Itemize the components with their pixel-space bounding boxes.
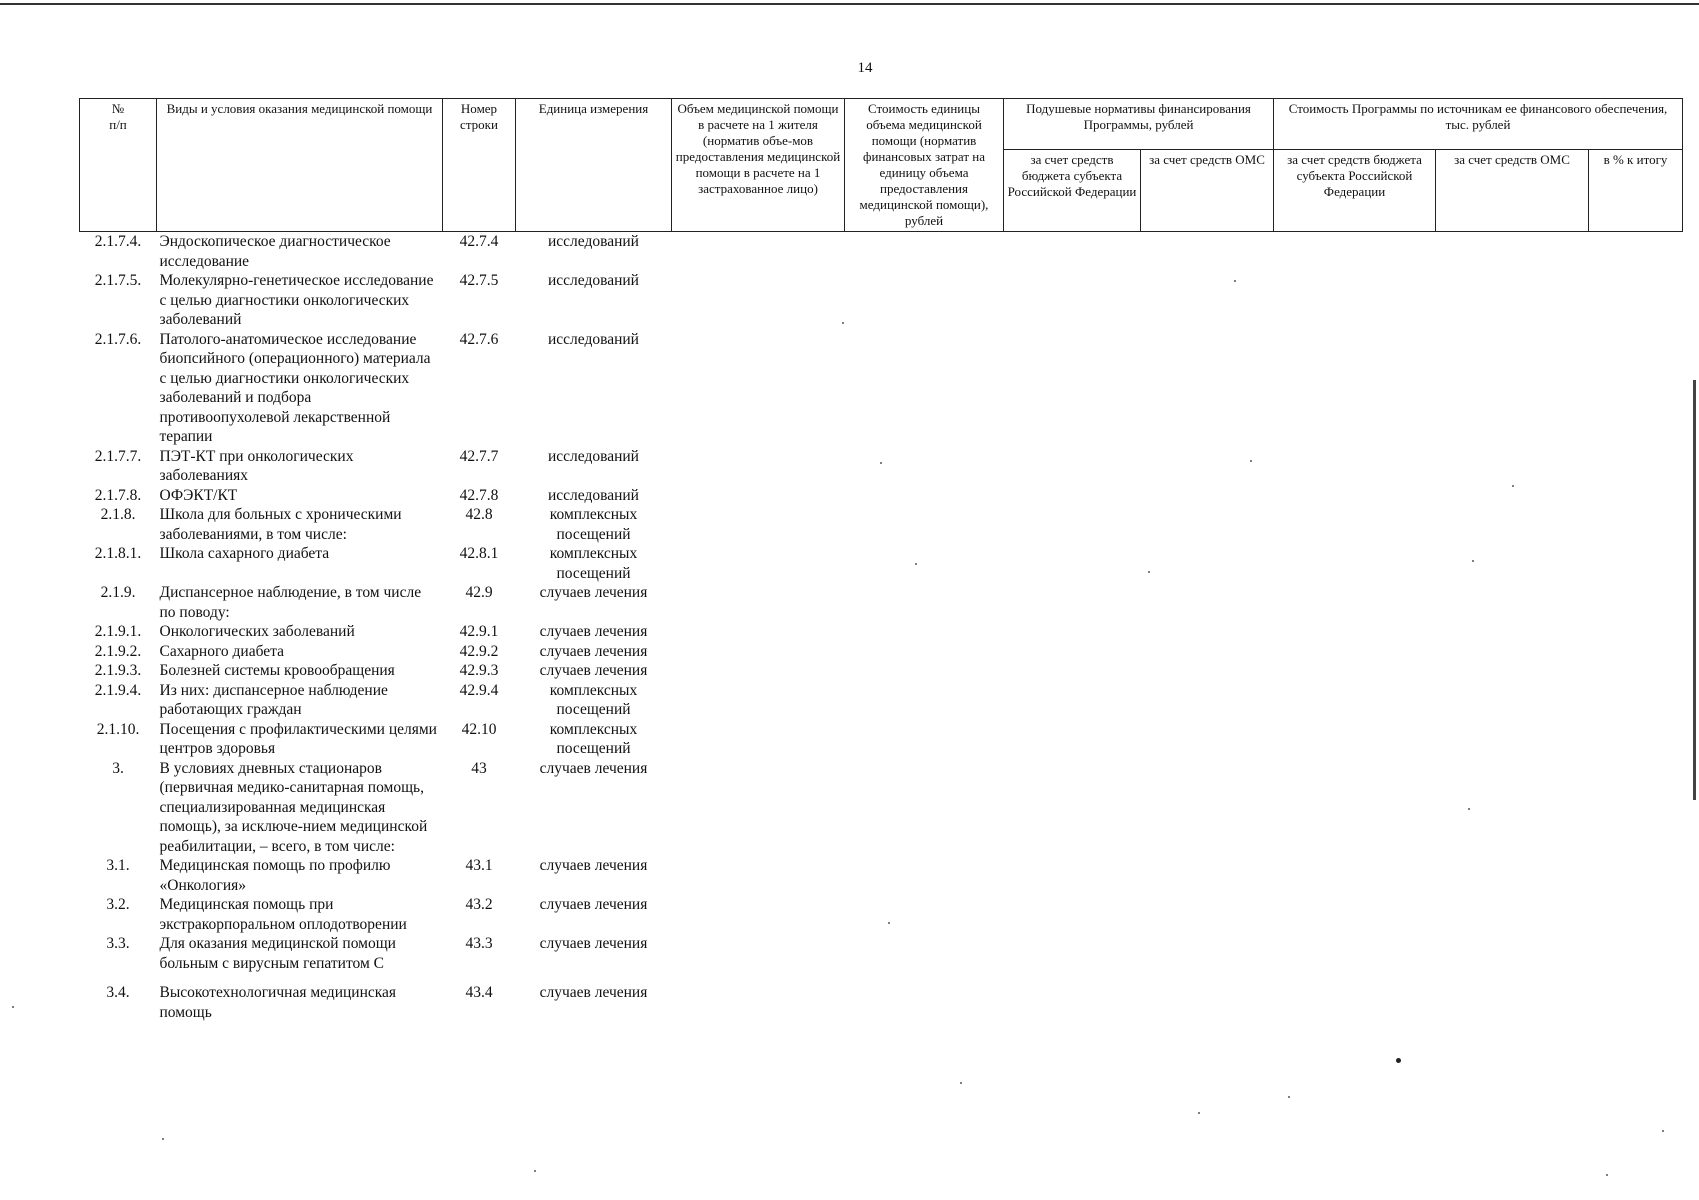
row-name: Медицинская помощь по профилю «Онкология» — [159, 857, 391, 894]
row-num: 2.1.9.3. — [94, 662, 142, 679]
table-row — [80, 895, 1683, 934]
row-num: 2.1.9. — [100, 584, 136, 601]
table-body — [80, 232, 1683, 1023]
table-row — [80, 681, 1683, 720]
row-name: Патолого-анатомическое исследование биопсийного (операционного) материала с целью диагностики онкологических заболеваний и подбора противоопухолевой лекарственной терапии — [159, 330, 431, 445]
financing-table — [79, 98, 1683, 1022]
row-unit: случаев лечения — [539, 642, 648, 660]
row-unit: исследований — [548, 233, 639, 250]
row-num: 3. — [112, 759, 124, 777]
row-unit: исследований — [548, 330, 639, 348]
row-unit: исследований — [548, 447, 639, 465]
row-num: 2.1.7.4. — [94, 233, 142, 250]
scan-speck — [842, 322, 844, 324]
scan-speck — [960, 1082, 962, 1084]
scan-speck — [1250, 460, 1252, 462]
scan-speck — [1468, 808, 1470, 810]
row-num: 2.1.8. — [100, 506, 136, 523]
row-name: Диспансерное наблюдение, в том числе по поводу: — [159, 584, 422, 621]
scan-speck — [1148, 571, 1150, 573]
row-unit: исследований — [548, 486, 639, 504]
scan-speck — [534, 1170, 536, 1172]
page-number: 14 — [857, 60, 873, 76]
table-row — [80, 232, 1683, 272]
row-line: 42.9.3 — [459, 662, 499, 679]
header-line: Номер строки — [443, 99, 516, 232]
row-line: 43.3 — [465, 935, 493, 952]
scan-border-top — [0, 3, 1699, 5]
row-num: 3.1. — [106, 857, 130, 874]
row-unit: случаев лечения — [539, 896, 648, 913]
row-name: ПЭТ-КТ при онкологических заболеваниях — [159, 447, 354, 484]
row-num: 2.1.9.4. — [94, 681, 142, 699]
row-name: Эндоскопическое диагностическое исследование — [159, 233, 391, 270]
scan-border-right — [1693, 380, 1696, 800]
header-unit: Единица измерения — [516, 99, 672, 232]
row-name: Молекулярно-генетическое исследование с целью диагностики онкологических заболеваний — [159, 272, 434, 328]
row-num: 2.1.8.1. — [94, 545, 142, 562]
row-num: 2.1.10. — [96, 720, 140, 738]
scan-speck — [1662, 1130, 1664, 1132]
row-name: Онкологических заболеваний — [159, 623, 355, 640]
row-line: 42.7.5 — [459, 272, 499, 289]
row-num: 2.1.7.7. — [94, 447, 142, 465]
header-group-norms: Подушевые нормативы финансирования Программы, рублей — [1004, 99, 1274, 150]
scan-speck — [1472, 560, 1474, 562]
row-line: 42.8 — [465, 506, 493, 523]
row-line: 43.2 — [465, 896, 493, 913]
row-line: 42.9.2 — [459, 642, 499, 660]
header-volume: Объем медицинской помощи в расчете на 1 жителя (норматив объе-мов предоставления медицинской помощи в расчете на 1 застрахованное лицо) — [672, 99, 845, 232]
row-num: 2.1.7.6. — [94, 330, 142, 348]
table-row — [80, 759, 1683, 857]
row-name: Школа для больных с хроническими заболеваниями, в том числе: — [159, 506, 402, 543]
row-unit: случаев лечения — [539, 623, 648, 640]
scan-speck — [888, 922, 890, 924]
row-name: Высокотехнологичная медицинская помощь — [159, 984, 397, 1021]
row-line: 42.7.8 — [459, 486, 499, 504]
row-unit: комплексных посещений — [549, 506, 638, 543]
table-row — [80, 486, 1683, 506]
row-line: 42.7.4 — [459, 233, 499, 250]
row-line: 42.7.7 — [459, 447, 499, 465]
row-num: 2.1.7.5. — [94, 272, 142, 289]
row-num: 2.1.7.8. — [94, 486, 142, 504]
row-unit: случаев лечения — [539, 935, 648, 952]
row-name: Болезней системы кровообращения — [159, 662, 395, 679]
row-line: 43.1 — [465, 857, 493, 874]
header-group-program: Стоимость Программы по источникам ее финансового обеспечения, тыс. рублей — [1274, 99, 1683, 150]
row-num: 3.4. — [106, 984, 130, 1001]
row-unit: комплексных посещений — [549, 720, 638, 757]
scan-speck — [12, 1006, 14, 1008]
header-kind: Виды и условия оказания медицинской помощи — [157, 99, 443, 232]
scan-speck — [1198, 1112, 1200, 1114]
table-row — [80, 447, 1683, 486]
row-unit: комплексных посещений — [549, 545, 638, 582]
scan-speck — [1512, 485, 1514, 487]
row-name: Из них: диспансерное наблюдение работающих граждан — [159, 681, 388, 718]
scan-speck — [915, 563, 917, 565]
header-num: № п/п — [80, 99, 157, 232]
header-sub-oms-program: за счет средств ОМС — [1436, 149, 1589, 231]
header-cost: Стоимость единицы объема медицинской помощи (норматив финансовых затрат на единицу объема предоставления медицинской помощи), рублей — [845, 99, 1004, 232]
header-sub-budget: за счет средств бюджета субъекта Российской Федерации — [1004, 149, 1141, 231]
row-line: 42.7.6 — [459, 330, 499, 348]
table-row — [80, 505, 1683, 544]
table-row — [80, 330, 1683, 447]
scan-speck — [880, 462, 882, 464]
table-row — [80, 583, 1683, 622]
table-row — [80, 642, 1683, 662]
row-unit: случаев лечения — [539, 984, 648, 1001]
row-line: 42.9.4 — [459, 681, 499, 699]
row-num: 2.1.9.1. — [94, 623, 142, 640]
header-sub-budget-program: за счет средств бюджета субъекта Российской Федерации — [1274, 149, 1436, 231]
row-name: Посещения с профилактическими целями центров здоровья — [159, 720, 437, 757]
row-unit: случаев лечения — [539, 857, 648, 874]
row-name: Медицинская помощь при экстракорпоральном оплодотворении — [159, 896, 407, 933]
row-line: 42.10 — [461, 720, 497, 738]
table-row — [80, 720, 1683, 759]
row-unit: комплексных посещений — [549, 681, 638, 718]
row-name: В условиях дневных стационаров (первичная медико-санитарная помощь, специализированная медицинская помощь), за исключе-нием медицинской реабилитации, – всего, в том числе: — [159, 759, 428, 855]
row-line: 42.9.1 — [459, 623, 499, 640]
header-sub-percent: в % к итогу — [1589, 149, 1683, 231]
row-num: 2.1.9.2. — [94, 642, 142, 660]
row-num: 3.3. — [106, 935, 130, 952]
scan-speck — [1396, 1058, 1401, 1063]
row-name: Школа сахарного диабета — [159, 545, 330, 562]
row-unit: случаев лечения — [539, 759, 648, 777]
row-line: 42.8.1 — [459, 545, 499, 562]
table-row — [80, 973, 1683, 1022]
scan-speck — [162, 1138, 164, 1140]
row-name: Для оказания медицинской помощи больным с вирусным гепатитом С — [159, 935, 396, 972]
table-row — [80, 856, 1683, 895]
row-line: 43.4 — [465, 984, 493, 1001]
row-line: 43 — [471, 759, 487, 777]
row-unit: случаев лечения — [539, 584, 648, 601]
row-unit: исследований — [548, 272, 639, 289]
table-row — [80, 934, 1683, 973]
row-unit: случаев лечения — [539, 662, 648, 679]
scan-speck — [1288, 1096, 1290, 1098]
table-row — [80, 271, 1683, 330]
table-row — [80, 661, 1683, 681]
row-line: 42.9 — [465, 584, 493, 601]
row-name: Сахарного диабета — [159, 642, 284, 660]
row-name: ОФЭКТ/КТ — [159, 486, 238, 504]
row-num: 3.2. — [106, 896, 130, 913]
header-sub-oms: за счет средств ОМС — [1141, 149, 1274, 231]
scan-speck — [1234, 280, 1236, 282]
table-row — [80, 622, 1683, 642]
table-row — [80, 544, 1683, 583]
scan-speck — [1606, 1174, 1608, 1176]
table-header — [80, 99, 1683, 232]
